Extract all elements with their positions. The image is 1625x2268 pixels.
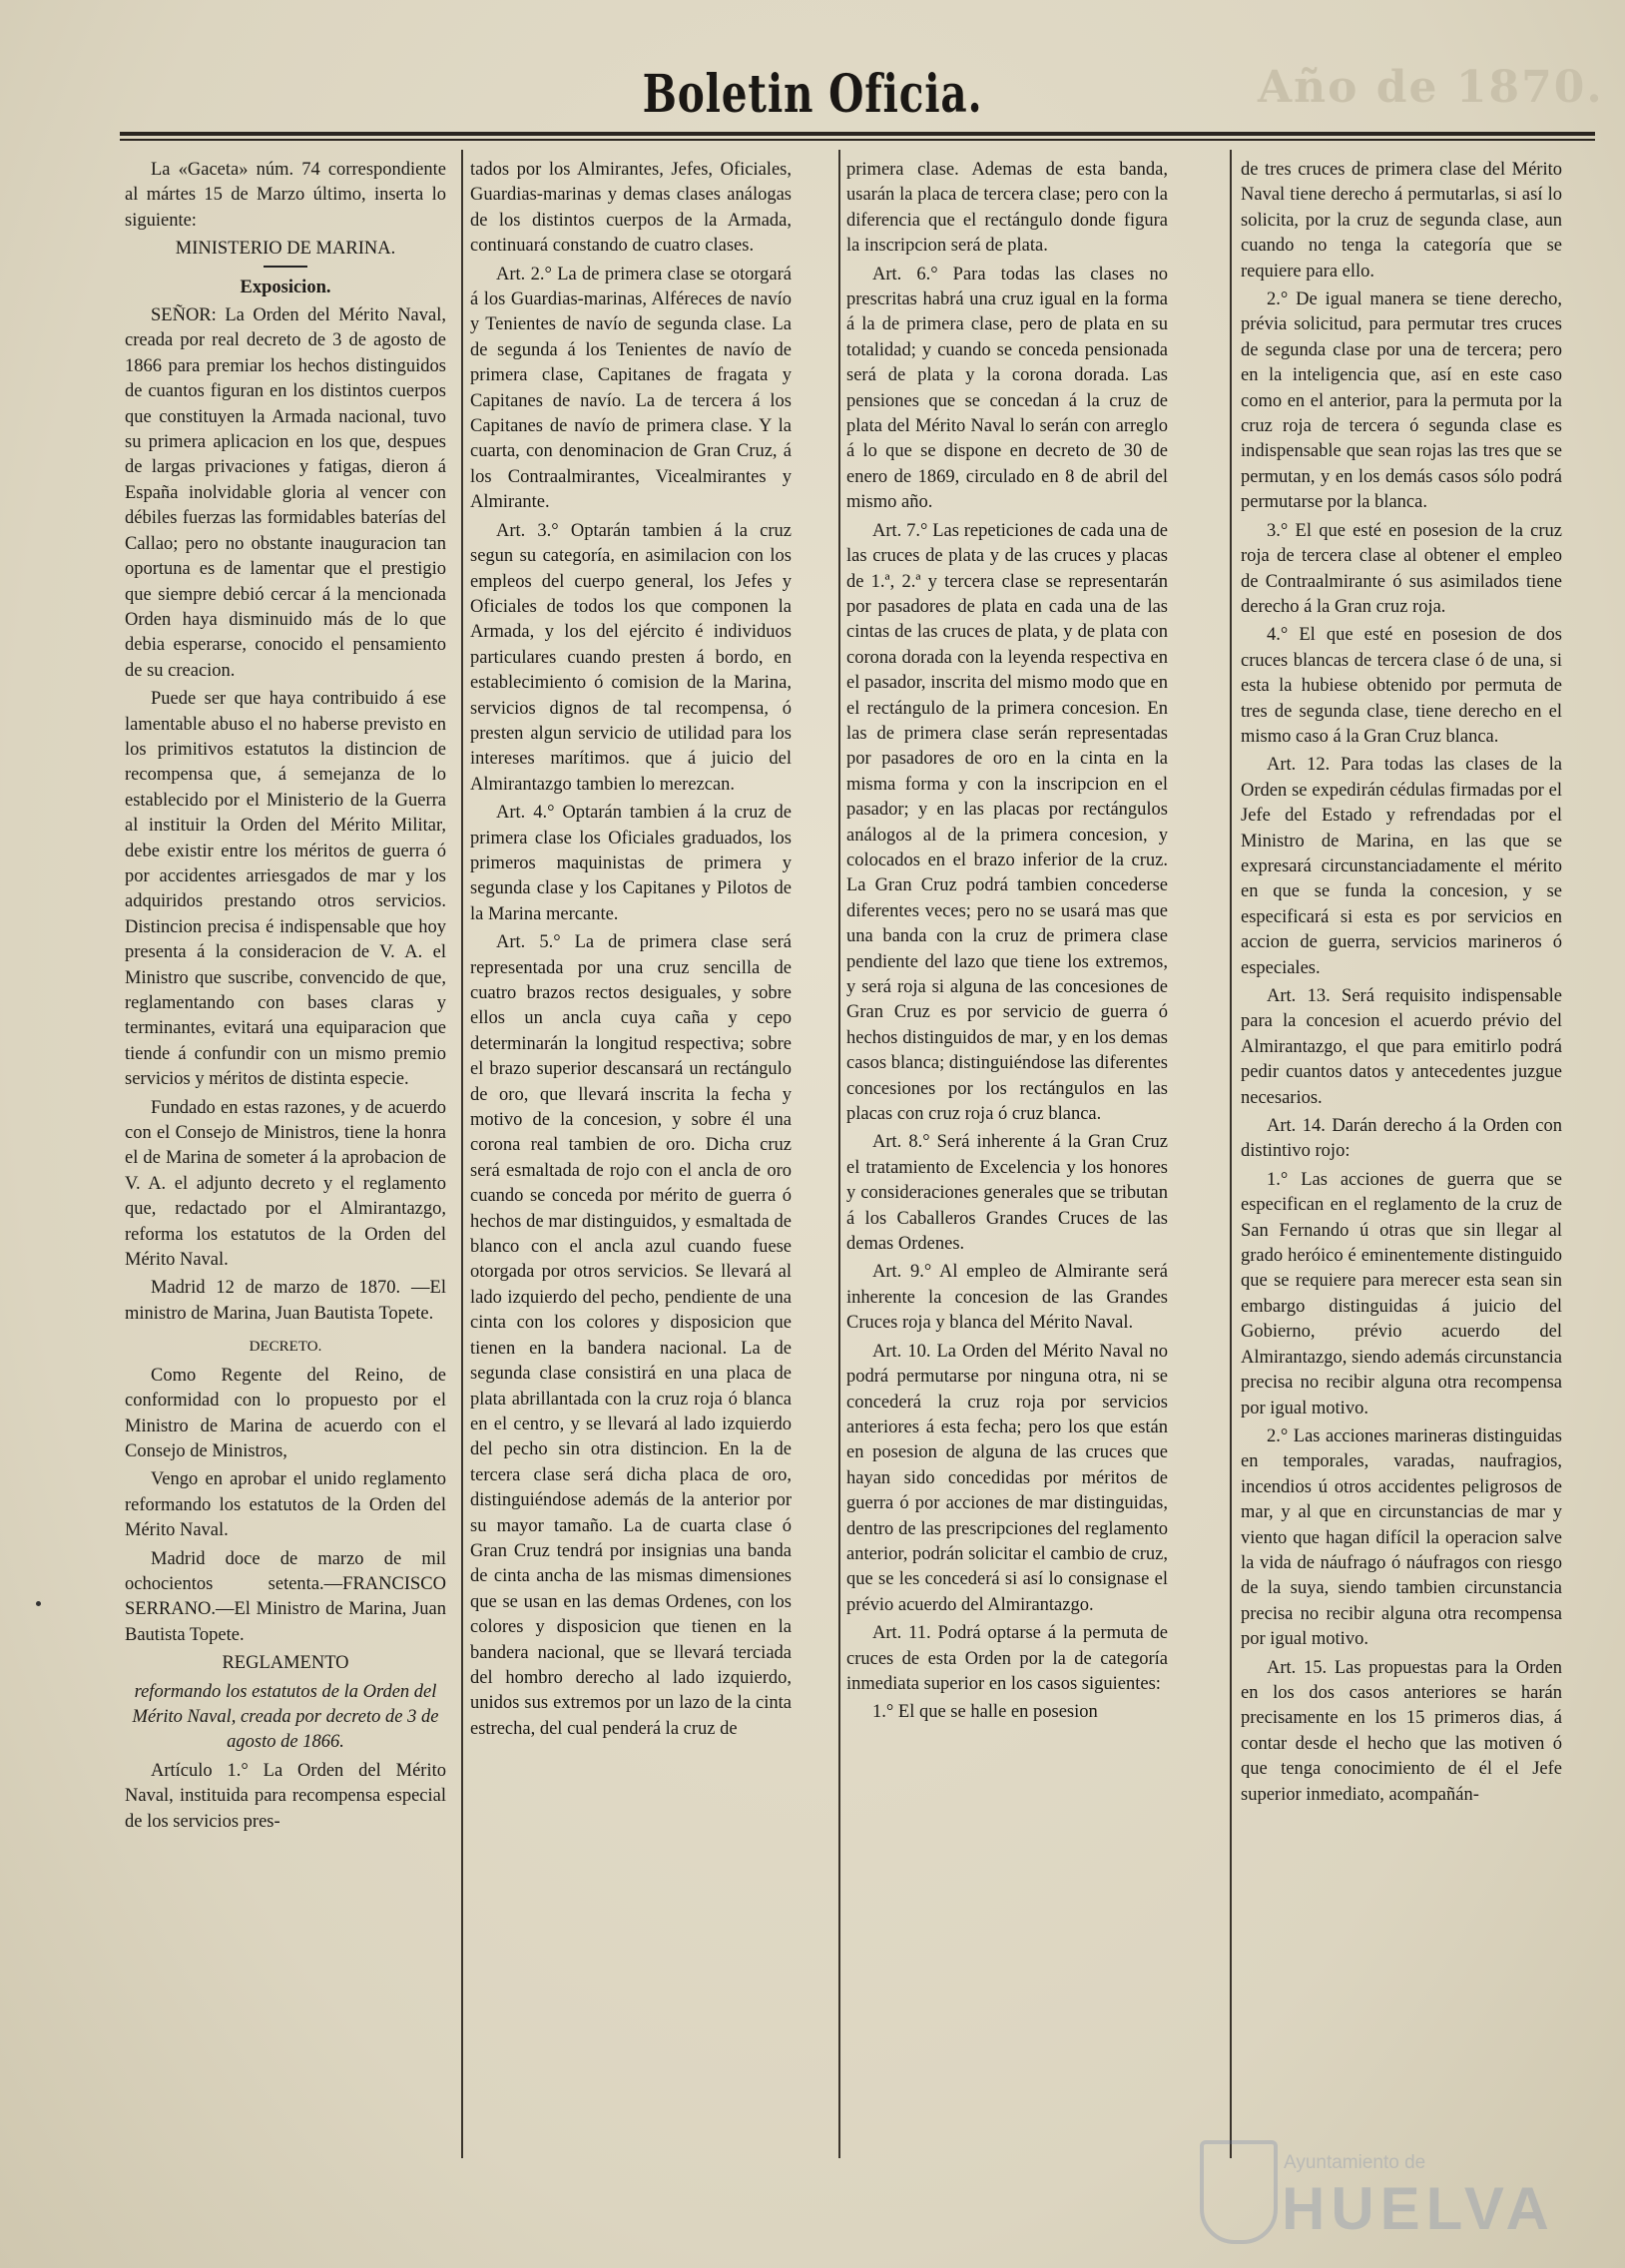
paragraph: Puede ser que haya contribuido á ese lamentable abuso el no haberse previsto en los primitivos estatutos la distincion de recompensa que, á semejanza de lo establecido por el Ministerio de la Guerra al instituir la Orden del Mérito Militar, debe existir entre los méritos de guerra ó por accidentes arriesgados de mar y los adquiridos prestando otros servicios. Distincion precisa é indispensable que hoy presenta á la consideracion de V. A. el Ministro que suscribe, convencido de que, reglamentando con bases claras y terminantes, evitará una equiparacion que tiende á confundir con un mismo premio servicios y méritos de distinta especie. <box>125 689 446 1090</box>
paragraph: Fundado en estas razones, y de acuerdo con el Consejo de Ministros, tiene la honra el de Marina de someter á la aprobacion de V. A. el adjunto decreto y el reglamento que, redactado por el Almirantazgo, reforma los estatutos de la Orden del Mérito Naval. <box>125 1097 446 1271</box>
page-hole-mark <box>36 1601 41 1606</box>
article-paragraph: Art. 4.° Optarán tambien á la cruz de primera clase los Oficiales graduados, los primeros maquinistas de primera y segunda clase y los Capitanes y Pilotos de la Marina mercante. <box>470 803 792 924</box>
article-paragraph: Art. 7.° Las repeticiones de cada una de las cruces de plata y de las cruces y placas de 1.ª, 2.ª y tercera clase se representarán por pasadores de plata en cada una de las cintas de las cruces de plata, y de plata con corona dorada con la leyenda respectiva en el pasador, inscrita del mismo modo que en el rectángulo de la primera concesion. En las de primera clase serán representadas por pasadores de oro en la cinta en la misma forma y con la inscripcion en el pasador; y en las placas por rectángulos análogos al de la primera concesion, y colocados en el brazo inferior de la cruz. La Gran Cruz podrá tambien concederse diferentes veces; pero no se usará mas que una banda con la cruz de primera clase pendiente del lazo que tiene los extremos, y será roja si alguna de las concesiones de Gran Cruz es por servicio de guerra ó hechos distinguidos de mar, y en los demas casos blanca; distinguiéndose las diferentes concesiones por los rectángulos en las placas con cruz roja ó cruz blanca. <box>846 520 1168 1125</box>
masthead-title: Boletin Oficia. <box>642 64 983 125</box>
column-3 <box>846 158 1168 1729</box>
coat-of-arms-icon <box>1200 2140 1278 2244</box>
decreto-heading: DECRETO. <box>249 1339 322 1356</box>
article-paragraph: Art. 3.° Optarán tambien á la cruz segun su categoría, en asimilacion con los empleos del cuerpo general, los Jefes y Oficiales de todos los que componen la Armada, y los del ejército é individuos particulares cuando presten á bordo, en establecimiento ó comision de la Marina, servicios dignos de tal recompensa, ó presten algun servicio de utilidad para los intereses marítimos. que á juicio del Almirantazgo tambien lo merezcan. <box>470 520 792 795</box>
article-item: 2.° Las acciones marineras distinguidas en temporales, varadas, naufragios, incendios ú otros accidentes peligrosos de mar, y al que en circunstancias de mar y viento que hagan difícil la operacion salve la vida de náufrago ó náufragos con riesgo de la suya, siendo tambien circunstancia precisa no recibir alguna otra recompensa por igual motivo. <box>1241 1425 1562 1650</box>
article-item: 3.° El que esté en posesion de la cruz roja de tercera clase al obtener el empleo de Contraalmirante ó sus asimilados tiene derecho á la Gran cruz roja. <box>1241 520 1562 617</box>
intro-paragraph: La «Gaceta» núm. 74 correspondiente al mártes 15 de Marzo último, inserta lo siguiente: <box>125 160 446 231</box>
article-paragraph: Art. 2.° La de primera clase se otorgará á los Guardias-marinas, Alféreces de navío y Tenientes de navío de segunda clase. La de segunda á los Tenientes de navío de primera clase, Capitanes de fragata y Capitanes de navío. La de tercera á los Capitanes de navío de primera clase. Y la cuarta, con denominacion de Gran Cruz, á los Contraalmirantes, Vicealmirantes y Almirante. <box>470 264 792 513</box>
column-2 <box>470 158 792 1745</box>
exposicion-heading: Exposicion. <box>240 277 331 297</box>
article-paragraph: Art. 10. La Orden del Mérito Naval no podrá permutarse por ninguna otra, ni se concederá la cruz roja por servicios anteriores á esta fecha; pero los que están en posesion de alguna de las cruces que hayan sido concedidas por méritos de guerra ó por acciones de mar distinguidas, dentro de las prescripciones del reglamento anterior, podrán solicitar el cambio de cruz, que se les concederá si así lo consignase el prévio acuerdo del Almirantazgo. <box>846 1341 1168 1615</box>
paragraph: primera clase. Ademas de esta banda, usarán la placa de tercera clase; pero con la diferencia que el rectángulo donde figura la inscripcion será de plata. <box>846 160 1168 257</box>
watermark-line-1: Ayuntamiento de <box>1284 2152 1426 2173</box>
paragraph: de tres cruces de primera clase del Mérito Naval tiene derecho á permutarlas, si así lo solicita, por la cruz de segunda clase, aun cuando no tenga la categoría que se requiere para ello. <box>1241 160 1562 282</box>
article-paragraph: Art. 9.° Al empleo de Almirante será inherente la concesion de las Grandes Cruces roja y blanca del Mérito Naval. <box>846 1262 1168 1334</box>
article-paragraph: Art. 6.° Para todas las clases no prescritas habrá una cruz igual en la forma á la de primera clase, pero de plata en su totalidad; y cuando se conceda pensionada será de plata y la corona dorada. Las pensiones que se concedan á la cruz de plata del Mérito Naval lo serán con arreglo á lo que se dispone en decreto de 30 de enero de 1869, circulado en 8 de abril del mismo año. <box>846 264 1168 513</box>
article-paragraph: Art. 14. Darán derecho á la Orden con distintivo rojo: <box>1241 1116 1562 1162</box>
article-item: 4.° El que esté en posesion de dos cruces blancas de tercera clase ó de una, si esta la hubiese obtenido por permuta de tres de segunda clase, tiene derecho en el mismo caso á la Gran Cruz blanca. <box>1241 625 1562 747</box>
article-paragraph: Art. 12. Para todas las clases de la Orden se expedirán cédulas firmadas por el Jefe del Estado y refrendadas por el Ministro de Marina, en las que se expresará circunstanciadamente el mérito en que se funda la concesion, y se especificará si esta es por servicios en accion de guerra, servicios marineros ó especiales. <box>1241 755 1562 978</box>
bleed-through-year: Año de 1870. <box>1258 62 1604 113</box>
heading-rule <box>264 266 307 268</box>
article-item: 1.° El que se halle en posesion <box>872 1702 1098 1723</box>
signature-paragraph: Madrid 12 de marzo de 1870. —El ministro de Marina, Juan Bautista Topete. <box>125 1278 446 1324</box>
column-divider <box>838 150 840 2158</box>
paragraph: Como Regente del Reino, de conformidad con lo propuesto por el Ministro de Marina de acuerdo con el Consejo de Ministros, <box>125 1365 446 1461</box>
article-paragraph: Artículo 1.° La Orden del Mérito Naval, instituida para recompensa especial de los servicios pres- <box>125 1760 446 1832</box>
column-1 <box>125 158 446 1838</box>
paragraph: Madrid doce de marzo de mil ochocientos setenta.—FRANCISCO SERRANO.—El Ministro de Marina, Juan Bautista Topete. <box>125 1548 446 1645</box>
article-paragraph: Art. 13. Será requisito indispensable para la concesion el acuerdo prévio del Almirantazgo, el que para emitirlo podrá pedir cuantos datos y antecedentes juzgue necesarios. <box>1241 986 1562 1108</box>
reglamento-heading: REGLAMENTO <box>222 1653 349 1674</box>
article-paragraph: Art. 15. Las propuestas para la Orden en los dos casos anteriores se harán precisamente en los 15 primeros dias, á contar desde el hecho que las motiven ó que tenga conocimiento de él el Jefe superior inmediato, acompañán- <box>1241 1657 1562 1805</box>
article-paragraph: Art. 8.° Será inherente á la Gran Cruz el tratamiento de Excelencia y los honores y consideraciones generales que se tributan á los Caballeros Grandes Cruces de las demas Ordenes. <box>846 1132 1168 1255</box>
paragraph: tados por los Almirantes, Jefes, Oficiales, Guardias-marinas y demas clases análogas de los distintos cuerpos de la Armada, continuará constando de cuatro clases. <box>470 160 792 257</box>
article-item: 2.° De igual manera se tiene derecho, prévia solicitud, para permutar tres cruces de segunda clase por una de tercera; pero en la inteligencia que, así en este caso como en el anterior, para la permuta por la cruz roja de tercera ó segunda clase es indispensable que sean rojas las tres que se permutan, y en los demás casos sólo podrá permutarse por la blanca. <box>1241 289 1562 513</box>
header-rule-thick <box>120 132 1595 136</box>
column-divider <box>461 150 463 2158</box>
column-4 <box>1241 158 1562 1811</box>
header-rule-thin <box>120 139 1595 141</box>
article-item: 1.° Las acciones de guerra que se especifican en el reglamento de la cruz de San Fernando ú otras que sin llegar al grado heróico é eminentemente distinguido que se requiere para merecer esta sean sin embargo distinguidas á juicio del Gobierno, prévio acuerdo del Almirantazgo, siendo además circunstancia precisa no recibir alguna otra recompensa por igual motivo. <box>1241 1169 1562 1418</box>
archive-watermark <box>1200 2134 1555 2254</box>
article-paragraph: Art. 5.° La de primera clase será representada por una cruz sencilla de cuatro brazos rectos desiguales, y sobre ellos un ancla cuya caña y cepo determinarán la longitud respectiva; sobre el brazo superior descansará un rectángulo de oro, que llevará inscrita la fecha y motivo de la concesion, y sobre él una corona real tambien de oro. Dicha cruz será esmaltada de rojo con el ancla de oro cuando se conceda por mérito de guerra ó hechos de mar distinguidos, y esmaltada de blanco con el ancla azul cuando fuese otorgada por otros servicios. Se llevará al lado izquierdo del pecho, pendiente de una cinta con los colores y disposicion que tienen en la bandera nacional. La de segunda clase consistirá en una placa de plata abrillantada con la cruz roja ó blanca en el centro, y se llevará al lado izquierdo del pecho sin otra distincion. En la de tercera clase será dicha placa de oro, distinguiéndose además de la anterior por su mayor tamaño. La de cuarta clase ó Gran Cruz tendrá por insignias una banda de cinta ancha de las mismas dimensiones que se usan en las demas Ordenes, con los colores y disposicion que tienen en la bandera nacional, que se llevará terciada del hombro derecho al lado izquierdo, unidos sus extremos por un lazo de la cinta estrecha, del cual penderá la cruz de <box>470 932 792 1739</box>
paragraph: SEÑOR: La Orden del Mérito Naval, creada por real decreto de 3 de agosto de 1866 para premiar los hechos distinguidos de cuantos figuran en los distintos cuerpos que constituyen la Armada nacional, tuvo su primera aplicacion en los que, despues de largas privaciones y fatigas, dieron á España inolvidable gloria al vencer con débiles fuerzas las formidables baterías del Callao; pero no obstante inauguracion tan oportuna es de lamentar que el prestigio que siempre debió cercar á la mencionada Orden haya disminuido más de lo que debia esperarse, conocido el pensamiento de su creacion. <box>125 305 446 681</box>
reglamento-subtitle: reformando los estatutos de la Orden del Mérito Naval, creada por decreto de 3 de agosto de 1866. <box>132 1681 439 1753</box>
watermark-line-2: HUELVA <box>1282 2175 1555 2242</box>
article-paragraph: Art. 11. Podrá optarse á la permuta de cruces de esta Orden por la de categoría inmediata superior en los casos siguientes: <box>846 1623 1168 1694</box>
column-divider <box>1230 150 1232 2158</box>
paragraph: Vengo en aprobar el unido reglamento reformando los estatutos de la Orden del Mérito Naval. <box>125 1469 446 1541</box>
ministry-heading: MINISTERIO DE MARINA. <box>175 239 396 260</box>
